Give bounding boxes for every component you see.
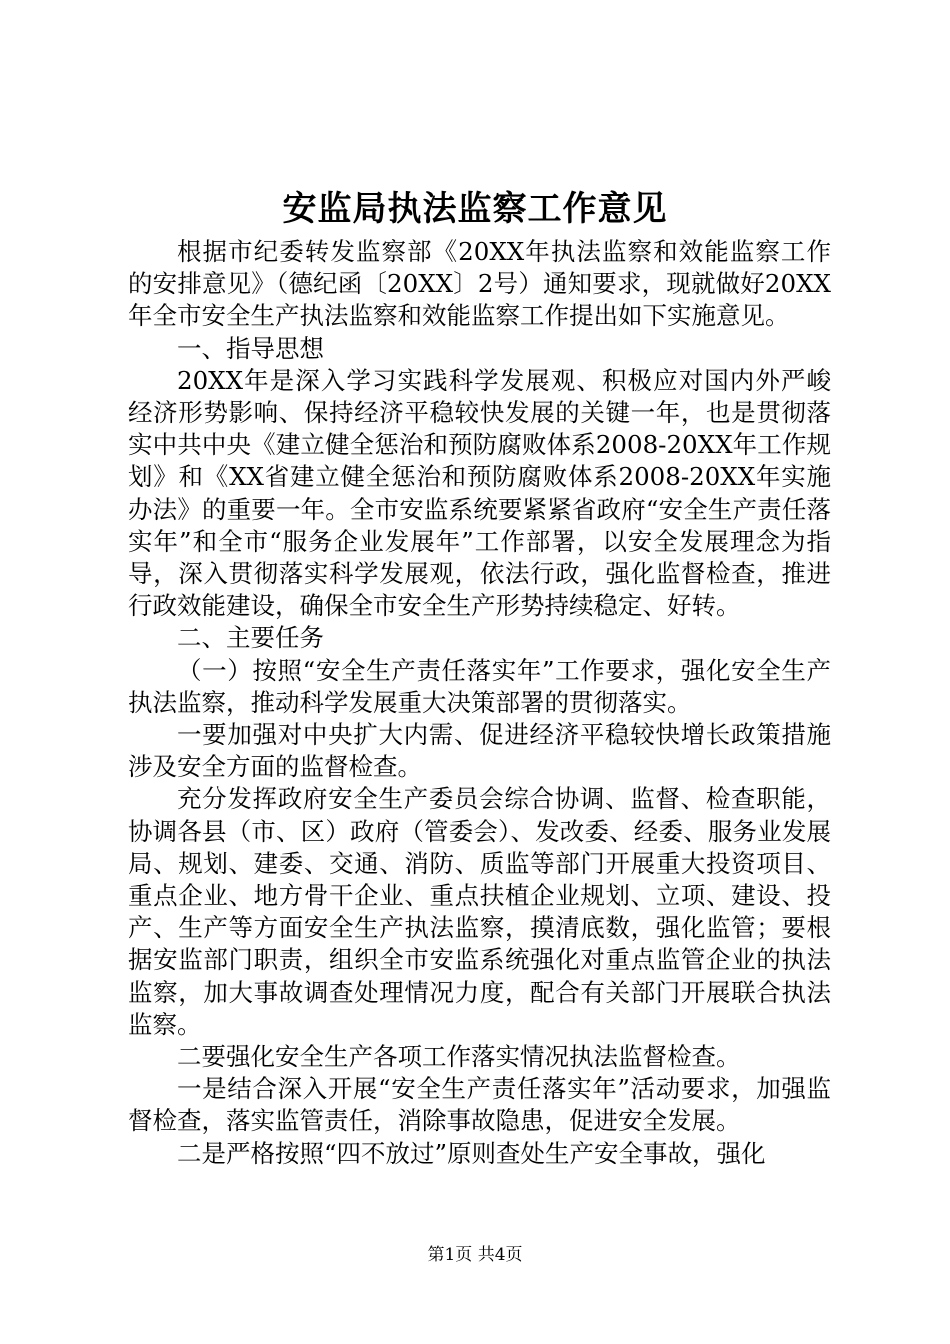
section-heading-guiding-ideology: 一、指导思想 — [177, 333, 324, 363]
task-one-point-two-item-one: 一是结合深入开展“安全生产责任落实年”活动要求，加强监督检查，落实监管责任，消除事故隐患，促进安全发展。 — [128, 1074, 831, 1136]
guiding-ideology-paragraph: 20XX年是深入学习实践科学发展观、积极应对国内外严峻经济形势影响、保持经济平稳较快发展的关键一年，也是贯彻落实中共中央《建立健全惩治和预防腐败体系2008-20XX年工作规划》和《XX省建立健全惩治和预防腐败体系2008-20XX年实施办法》的重要一年。全市安监系统要紧紧省政府“安全生产责任落实年”和全市“服务企业发展年”工作部署，以安全发展理念为指导，深入贯彻落实科学发展观，依法行政，强化监督检查，推进行政效能建设，确保全市安全生产形势持续稳定、好转。 — [128, 365, 831, 621]
task-one-heading: （一）按照“安全生产责任落实年”工作要求，强化安全生产执法监察，推动科学发展重大决策部署的贯彻落实。 — [128, 655, 831, 717]
task-one-point-two: 二要强化安全生产各项工作落实情况执法监督检查。 — [177, 1042, 741, 1072]
task-one-point-two-item-two: 二是严格按照“四不放过”原则查处生产安全事故，强化 — [177, 1138, 766, 1168]
document-body — [128, 236, 831, 1170]
document-title: 安监局执法监察工作意见 — [282, 189, 668, 229]
page-number-footer: 第1页 共4页 — [427, 1245, 523, 1265]
section-heading-main-tasks: 二、主要任务 — [177, 623, 324, 653]
task-one-point-one-detail: 充分发挥政府安全生产委员会综合协调、监督、检查职能，协调各县（市、区）政府（管委会）、发改委、经委、服务业发展局、规划、建委、交通、消防、质监等部门开展重大投资项目、重点企业、地方骨干企业、重点扶植企业规划、立项、建设、投产、生产等方面安全生产执法监察，摸清底数，强化监管；要根据安监部门职责，组织全市安监系统强化对重点监管企业的执法监察，加大事故调查处理情况力度，配合有关部门开展联合执法监察。 — [128, 784, 831, 1039]
task-one-point-one: 一要加强对中央扩大内需、促进经济平稳较快增长政策措施涉及安全方面的监督检查。 — [128, 720, 831, 782]
intro-paragraph: 根据市纪委转发监察部《20XX年执法监察和效能监察工作的安排意见》（德纪函〔20XX〕2号）通知要求，现就做好20XX年全市安全生产执法监察和效能监察工作提出如下实施意见。 — [128, 237, 831, 331]
